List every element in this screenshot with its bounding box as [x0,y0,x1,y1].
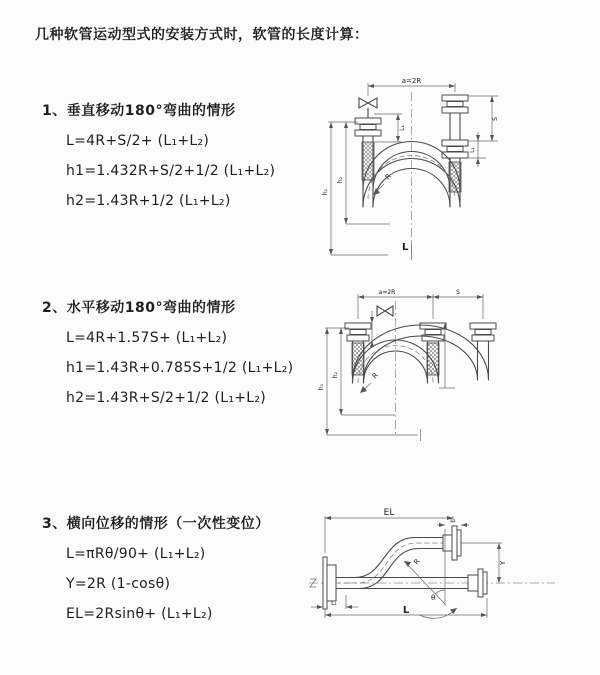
dim-label-l1-right: L₁ [469,147,476,153]
right-pipe [470,323,496,378]
dimension-h1 [318,328,418,435]
diagram-horizontal-180-bend [315,283,565,448]
dimension-h2 [328,122,390,224]
section-heading: 3、横向位移的情形（一次性变位） [42,516,270,532]
formula-y: Y=2R (1-cosθ) [66,576,171,592]
dimension-travel-s [468,96,499,167]
section-heading: 2、水平移动180°弯曲的情形 [42,300,236,316]
diagram-lateral-displacement [303,503,573,653]
dim-label-el: EL [383,508,395,518]
section-horizontal-movement [42,297,293,413]
formula-h2: h2=1.43R+1/2 (L₁+L₂) [66,193,231,209]
diagram-vertical-180-bend [318,72,553,262]
braid-section [449,162,461,192]
dim-label-l1-left: L₁ [399,125,406,131]
dim-label-s: S [456,289,460,296]
dim-label-l1-top: L₁ [450,517,456,524]
dim-label-radius: R [383,172,393,182]
dim-label-length: L [402,242,409,253]
formula-h2: h2=1.43R+S/2+1/2 (L₁+L₂) [66,390,267,406]
dim-label-angle: θ [431,594,436,602]
dim-label-radius: R [412,557,422,567]
hose-s-curve [336,526,461,589]
valve-icon [377,306,393,316]
dim-label-h1: h₁ [318,383,325,391]
dim-label-h2: h₂ [337,176,344,184]
dim-label-radius: R [370,371,380,381]
dimension-el [325,508,453,553]
formula-h1: h1=1.43R+0.785S+1/2 (L₁+L₂) [66,360,294,376]
dim-label-width: a=2R [401,77,422,85]
formula-h1: h1=1.432R+S/2+1/2 (L₁+L₂) [66,163,276,179]
formula-el: EL=2Rsinθ+ (L₁+L₂) [66,606,213,622]
dim-label-h1: h₁ [322,188,329,196]
section-heading: 1、垂直移动180°弯曲的情形 [42,103,236,119]
valve-icon [359,98,377,118]
formula-length: L=4R+S/2+ (L₁+L₂) [66,133,210,149]
dim-label-l1-left: L₁ [331,600,337,607]
dim-label-h2: h₂ [332,371,339,379]
left-pipe [345,323,371,383]
page-title: 几种软管运动型式的安装方式时，软管的长度计算： [35,27,369,43]
dim-label-width: a=2R [378,289,396,296]
center-pipe [420,323,446,383]
dim-label-s: S [492,117,499,121]
dimension-length-l [402,242,412,260]
formula-length: L=πRθ/90+ (L₁+L₂) [66,546,206,562]
section-lateral-displacement [42,513,270,629]
dim-label-length: L [402,605,410,616]
section-vertical-movement [42,100,275,216]
dim-label-y: Y [499,560,507,566]
formula-length: L=4R+1.57S+ (L₁+L₂) [66,330,228,346]
